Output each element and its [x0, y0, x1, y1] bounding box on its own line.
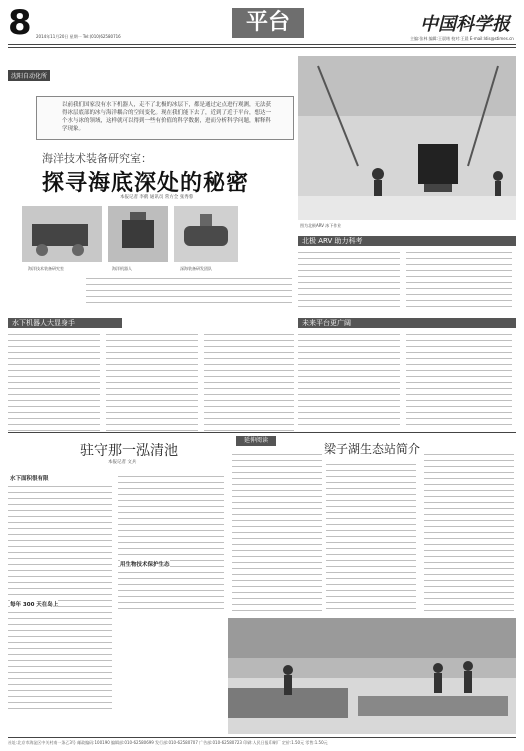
- photo-caption-text: [86, 276, 292, 308]
- byline: 本报记者 李鹤 通讯员 常方全 张秀蓉: [120, 195, 194, 200]
- sidebar-text-col1: [232, 452, 322, 614]
- subhead-b: 每年 300 天在岛上: [10, 602, 59, 608]
- section-band-robots: 水下机器人大显身手: [8, 318, 122, 328]
- newspaper-masthead: 中国科学报: [420, 14, 510, 35]
- lower-text-col2: [118, 474, 224, 614]
- photo-caption-1: 海洋技术装备研究室: [28, 266, 64, 271]
- section-banner: 平台: [232, 8, 304, 38]
- lake-photo: [228, 618, 516, 734]
- robots-text-col2: [106, 332, 198, 432]
- footer: 社址:北京市海淀区中关村南一条乙3号 邮政编码:100190 编辑部:010-62580699 发行部:010-62580707 广告部:010-62580723 印刷:人民日报印刷厂 定价:1.50元 零售:1.50元: [8, 740, 328, 745]
- page-number: 8: [8, 3, 32, 43]
- photo-caption-3: 深海装备研发团队: [180, 266, 212, 271]
- sidebar-text-col2: [326, 462, 416, 614]
- lower-byline: 本报记者 文兵: [108, 460, 137, 465]
- subhead-a: 水下面积很有限: [10, 476, 49, 482]
- mid-rule: [8, 432, 516, 433]
- editors-line: 主编:张林 编辑:王晨绪 校对:王晨 E-mail:ldis@stimes.cn: [410, 36, 514, 41]
- right-photo-caption: 图为北极ARV 冰下作业: [300, 223, 342, 228]
- robots-text-col3: [204, 332, 294, 432]
- lower-text-col1: [8, 484, 112, 714]
- photo-caption-2: 海洋机器人: [112, 266, 132, 271]
- footer-rule: [8, 737, 516, 738]
- sidebar-head: 延伸阅读: [236, 436, 276, 446]
- section-tag: 沈阳自动化所: [8, 70, 50, 81]
- dateline: 2014年11月20日 星期一 Tel:(010)62580716: [36, 34, 121, 39]
- lower-headline: 驻守那一泓清池: [80, 443, 178, 459]
- robots-text-col1: [8, 332, 100, 432]
- robot-photo-3: [174, 206, 238, 262]
- main-headline: 探寻海底深处的秘密: [42, 171, 250, 196]
- arctic-text-col1: [298, 250, 400, 310]
- header-rule: [8, 44, 516, 45]
- future-text-col1: [298, 332, 400, 426]
- section-band-future: 未来平台更广阔: [298, 318, 516, 328]
- intro-text: 以前我们国家没有水下机器人，走不了北极的冰层下，都是通过定点进行观测，无法获得冰层底部的冰与海洋耦合的空间变化。现在我们能下去了，近到了近于平台，想达一个水与冰的领域，这样就可以得到一些有价值的科学数据，进而分析科学问题，解释科学现象。: [62, 102, 272, 132]
- section-band-arctic: 北极 ARV 助力科考: [298, 236, 516, 246]
- sidebar-text-col3: [424, 452, 514, 614]
- kicker: 海洋技术装备研究室：: [42, 152, 152, 165]
- sidebar-headline: 梁子湖生态站简介: [324, 442, 421, 456]
- arctic-text-col2: [406, 250, 512, 310]
- future-text-col2: [406, 332, 512, 426]
- arctic-arv-photo: [298, 56, 516, 220]
- robot-photo-1: [22, 206, 102, 262]
- header-rule-2: [8, 47, 516, 48]
- subhead-c: 用生物技术保护生态: [120, 562, 170, 568]
- robot-photo-2: [108, 206, 168, 262]
